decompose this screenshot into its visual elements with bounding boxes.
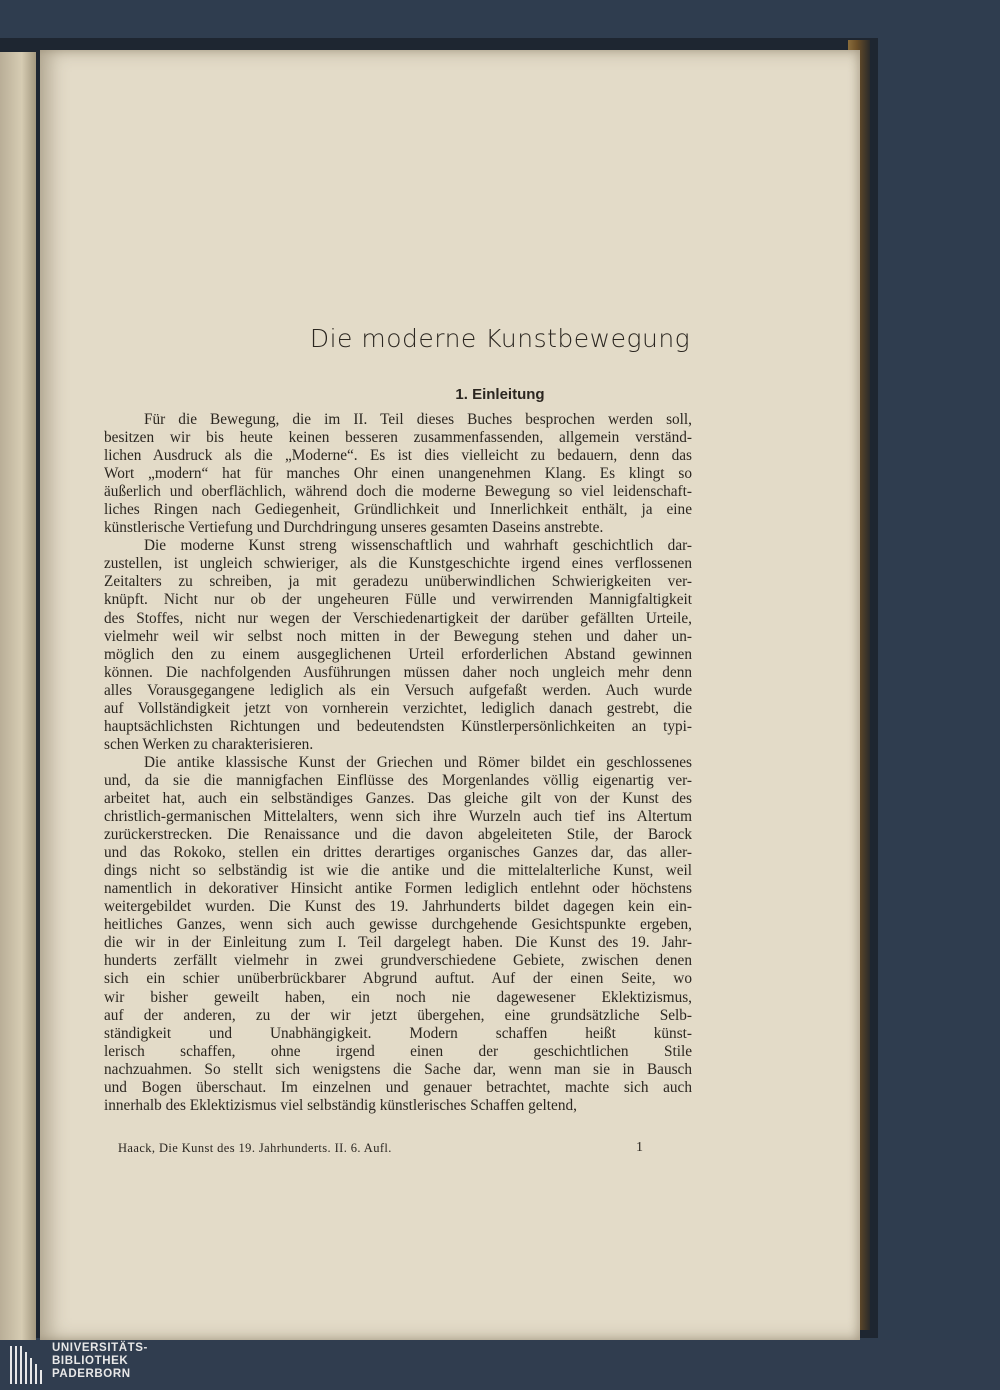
- text-line: Für die Bewegung, die im II. Teil dieses Buches besprochen werden soll,: [144, 411, 692, 428]
- text-line: Die moderne Kunst streng wissenschaftlich und wahrhaft geschichtlich dar-: [144, 537, 692, 555]
- text-line: schen Werken zu charakterisieren.: [104, 735, 314, 753]
- text-line: und, da sie die mannigfachen Einflüsse des Morgenlandes völlig eigenartig ver-: [104, 771, 692, 789]
- text-line: nachzuahmen. So stellt sich wenigstens die Sache dar, wenn man sie in Bausch: [104, 1060, 692, 1078]
- text-line: zustellen, ist ungleich schwieriger, als die Kunstgeschichte irgend eines verflossenen: [104, 555, 692, 573]
- text-line: dings nicht so selbständig ist wie die antike und die mittelalterliche Kunst, weil: [104, 862, 692, 880]
- text-line: und Bogen überschaut. Im einzelnen und genauer betrachtet, machte sich auch: [104, 1078, 692, 1096]
- text-line: äußerlich und oberflächlich, während doch die moderne Bewegung so viel leidenschaft-: [104, 483, 692, 501]
- text-line: und das Rokoko, stellen ein drittes derartiges organisches Ganzes dar, das aller-: [104, 844, 692, 862]
- library-logo-text: [52, 1342, 148, 1381]
- page-number: 1: [636, 1140, 643, 1155]
- text-line: weitergebildet wurden. Die Kunst des 19. Jahrhunderts bildet dagegen kein ein-: [104, 898, 692, 916]
- text-line: möglich den zu einem ausgeglichenen Urteil erforderlichen Abstand gewinnen: [104, 645, 692, 663]
- text-line: Wort „modern“ hat für manches Ohr einen unangenehmen Klang. Es klingt so: [104, 465, 692, 483]
- text-line: Zeitalters zu schreiben, ja mit geradezu unüberwindlichen Schwierigkeiten ver-: [104, 573, 692, 591]
- text-line: können. Die nachfolgenden Ausführungen müssen daher noch ungleich mehr denn: [104, 663, 692, 681]
- text-line: zurückerstrecken. Die Renaissance und die davon abgeleiteten Stile, der Barock: [104, 826, 692, 844]
- text-line: heitliches Ganzes, wenn sich auch gewisse durchgehende Gesichtspunkte ergeben,: [104, 916, 692, 934]
- library-logo-line: UNIVERSITÄTS-: [52, 1342, 148, 1354]
- body-text: [104, 411, 692, 1115]
- text-line: des Stoffes, nicht nur wegen der Verschiedenartigkeit der darüber gefällten Urteile,: [104, 609, 692, 627]
- chapter-title: Die moderne Kunstbewegung: [309, 324, 691, 353]
- text-line: vielmehr weil wir selbst noch mitten in der Bewegung stehen und daher un-: [104, 627, 692, 645]
- left-page-edge: [0, 52, 36, 1340]
- text-line: lichen Ausdruck als die „Moderne“. Es ist dies vielleicht zu bedauern, denn das: [104, 447, 692, 465]
- text-line: namentlich in dekorativer Hinsicht antike Formen lediglich entlehnt oder höchstens: [104, 880, 692, 898]
- library-logo-line: BIBLIOTHEK: [52, 1355, 129, 1367]
- text-line: lerisch schaffen, ohne irgend einen der geschichtlichen Stile: [104, 1042, 692, 1060]
- text-line: Die antike klassische Kunst der Griechen und Römer bildet ein geschlossenes: [144, 753, 692, 771]
- text-line: hauptsächlichsten Richtungen und bedeutendsten Künstlerpersönlichkeiten an typi-: [104, 717, 692, 735]
- text-line: auf der anderen, zu der wir jetzt übergehen, eine grundsätzliche Selb-: [104, 1006, 692, 1024]
- text-line: sich ein schier unüberbrückbarer Abgrund auftut. Auf der einen Seite, wo: [104, 970, 692, 988]
- section-heading: 1. Einleitung: [455, 386, 545, 403]
- text-line: alles Vorausgegangene lediglich als ein Versuch aufgefaßt werden. Auch wurde: [104, 681, 692, 699]
- text-line: besitzen wir bis heute keinen besseren zusammenfassenden, allgemein verständ-: [104, 429, 692, 447]
- text-line: arbeitet hat, auch ein selbständiges Ganzes. Das gleiche gilt von der Kunst des: [104, 789, 692, 807]
- library-footer-bar: [0, 1340, 1000, 1390]
- text-line: künstlerische Vertiefung und Durchdringung unseres gesamten Daseins anstrebte.: [104, 519, 604, 537]
- footer-citation: Haack, Die Kunst des 19. Jahrhunderts. II. 6. Aufl.: [118, 1141, 392, 1155]
- text-line: liches Ringen nach Gediegenheit, Gründlichkeit und Innerlichkeit enthält, ja eine: [104, 501, 692, 519]
- text-line: christlich-germanischen Mittelalters, wenn sich ihre Wurzeln auch tief ins Altertum: [104, 808, 692, 826]
- text-line: knüpft. Nicht nur ob der ungeheuren Fülle und verwirrenden Mannigfaltigkeit: [104, 591, 692, 609]
- library-logo-icon: [8, 1344, 48, 1386]
- text-line: ständigkeit und Unabhängigkeit. Modern schaffen heißt künst-: [104, 1024, 692, 1042]
- text-line: wir bisher geweilt haben, ein noch nie dagewesener Eklektizismus,: [104, 988, 692, 1006]
- library-logo-line: PADERBORN: [52, 1368, 131, 1380]
- text-line: auf Vollständigkeit jetzt von vornherein verzichtet, lediglich danach gestrebt, die: [104, 699, 692, 717]
- text-line: innerhalb des Eklektizismus viel selbständig künstlerisches Schaffen geltend,: [104, 1096, 577, 1114]
- text-line: hunderts zerfällt vielmehr in zwei grundverschiedene Gebiete, zwischen denen: [104, 952, 692, 970]
- text-line: die wir in der Einleitung zum I. Teil dargelegt haben. Die Kunst des 19. Jahr-: [104, 934, 692, 952]
